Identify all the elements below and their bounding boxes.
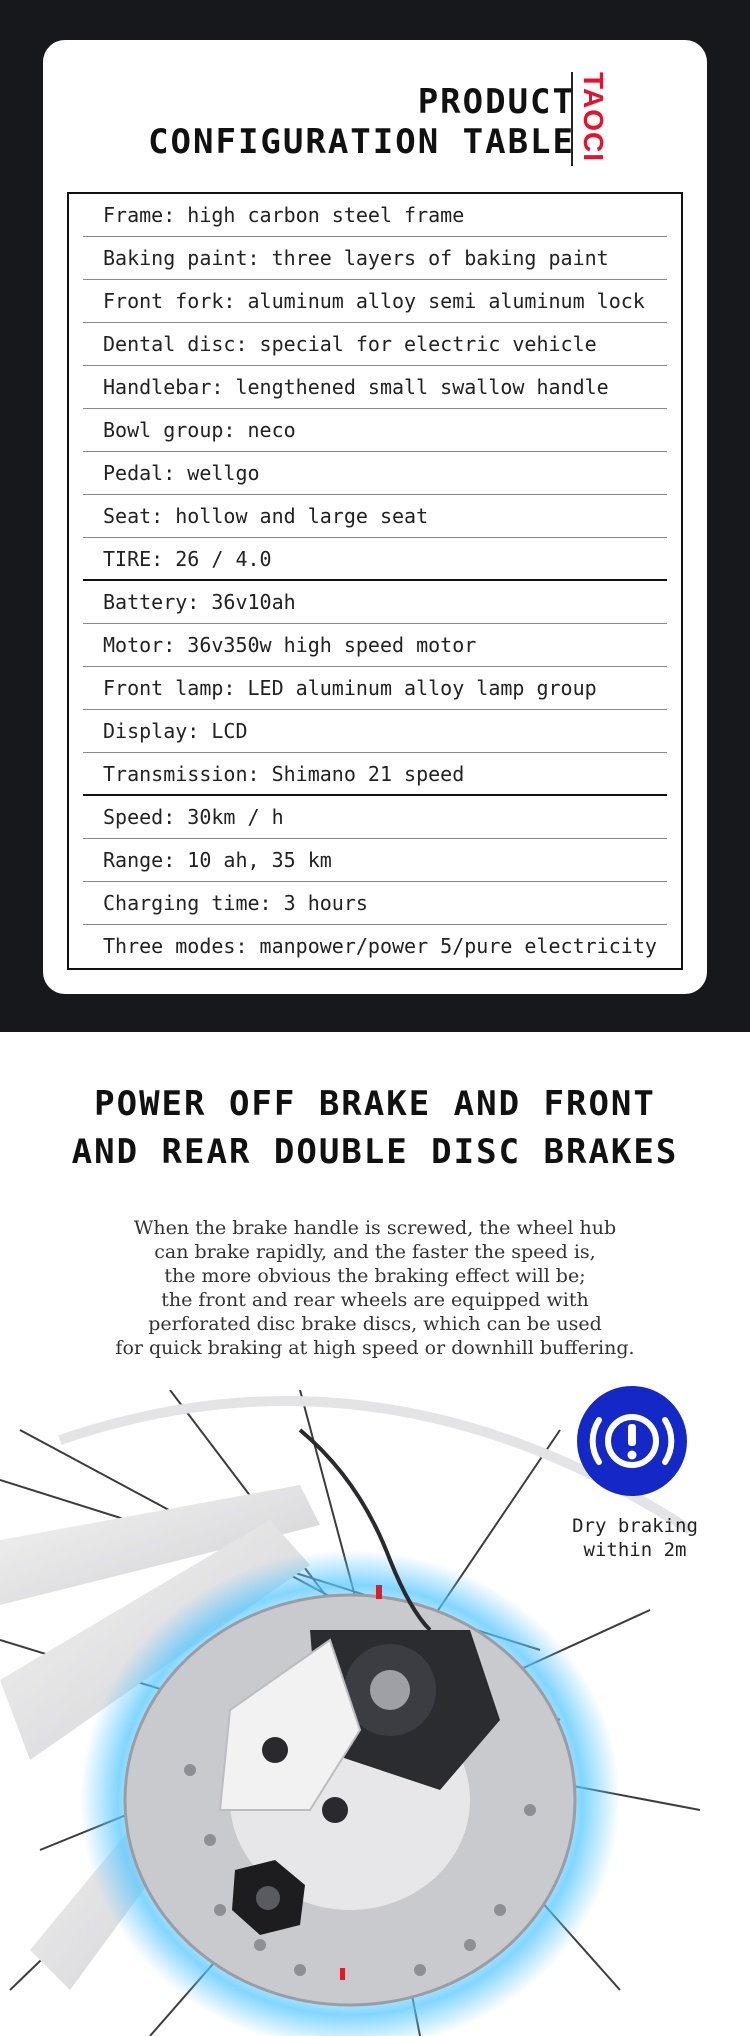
braking-badge-label [540,1514,730,1562]
brand-mark [571,72,609,166]
description-line: When the brake handle is screwed, the wheel hub [133,1217,617,1239]
badge-label-line-1: Dry braking [572,1515,698,1537]
spec-row: Front lamp: LED aluminum alloy lamp group [83,667,667,710]
brakes-heading-line-2: AND REAR DOUBLE DISC BRAKES [71,1132,679,1172]
title-line-1: PRODUCT [417,82,575,122]
spec-row: Speed: 30km / h [83,796,667,839]
spec-row: Handlebar: lengthened small swallow handle [83,366,667,409]
config-title [148,82,575,162]
description-line: the more obvious the braking effect will be; [164,1265,586,1287]
description-line: can brake rapidly, and the faster the speed is, [154,1241,596,1263]
brand-name: TAOCI [578,72,609,163]
spec-row: Front fork: aluminum alloy semi aluminum lock [83,280,667,323]
spec-row: Pedal: wellgo [83,452,667,495]
spec-row: TIRE: 26 / 4.0 [83,538,667,581]
spec-table [67,192,683,970]
braking-badge [577,1386,687,1496]
badge-label-line-2: within 2m [583,1539,687,1561]
spec-row: Range: 10 ah, 35 km [83,839,667,882]
spec-row: Bowl group: neco [83,409,667,452]
config-card [43,40,707,994]
spec-row: Battery: 36v10ah [83,581,667,624]
spec-row: Baking paint: three layers of baking paint [83,237,667,280]
description-line: for quick braking at high speed or downhill buffering. [115,1337,635,1359]
description-line: perforated disc brake discs, which can be used [148,1313,602,1335]
title-line-2: CONFIGURATION TABLE [148,122,575,162]
spec-row: Dental disc: special for electric vehicle [83,323,667,366]
spec-row: Frame: high carbon steel frame [83,194,667,237]
spec-row: Charging time: 3 hours [83,882,667,925]
brakes-heading [0,1080,750,1176]
spec-row: Display: LCD [83,710,667,753]
description-line: the front and rear wheels are equipped with [161,1289,589,1311]
spec-row: Motor: 36v350w high speed motor [83,624,667,667]
brakes-description [0,1216,750,1360]
brake-warning-icon [577,1386,687,1496]
spec-row: Seat: hollow and large seat [83,495,667,538]
spec-row: Transmission: Shimano 21 speed [83,753,667,796]
spec-row: Three modes: manpower/power 5/pure electricity [103,934,657,958]
brakes-heading-line-1: POWER OFF BRAKE AND FRONT [94,1084,656,1124]
